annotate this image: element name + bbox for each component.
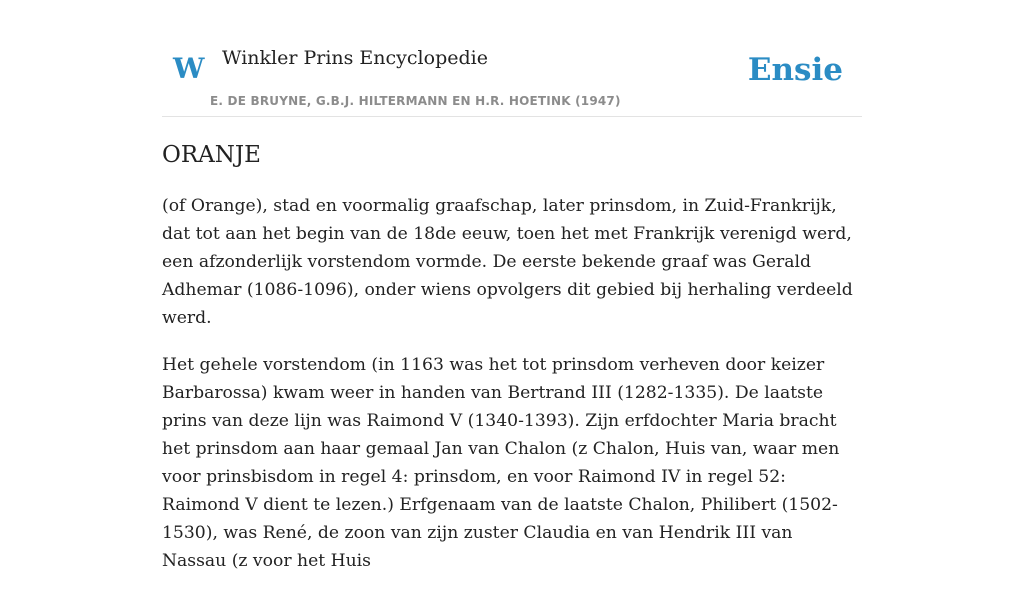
site-authors: E. DE BRUYNE, G.B.J. HILTERMANN EN H.R. HOETINK (1947): [210, 94, 621, 108]
entry-paragraph: Het gehele vorstendom (in 1163 was het tot prinsdom verheven door keizer Barbarossa) kwam weer in handen van Bertrand III (1282-1335). De laatste prins van deze lijn was Raimond V (1340-1393). Zijn erfdochter Maria bracht het prinsdom aan haar gemaal Jan van Chalon (z Chalon, Huis van, waar men voor prinsbisdom in regel 4: prinsdom, en voor Raimond IV in regel 52: Raimond V dient te lezen.) Erfgenaam van de laatste Chalon, Philibert (1502-1530), was René, de zoon van zijn zuster Claudia en van Hendrik III van Nassau (z voor het Huis: [162, 355, 840, 571]
ensie-logo[interactable]: Ensie: [747, 52, 843, 88]
page: [162, 0, 862, 571]
entry-paragraph: (of Orange), stad en voormalig graafschap, later prinsdom, in Zuid-Frankrijk, dat tot aan het begin van de 18de eeuw, toen het met Frankrijk verenigd werd, een afzonderlijk vorstendom vormde. De eerste bekende graaf was Gerald Adhemar (1086-1096), onder wiens opvolgers dit gebied bij herhaling verdeeld werd.: [162, 196, 853, 328]
winkler-prins-logo[interactable]: W: [173, 52, 205, 85]
site-header: [162, 0, 862, 117]
entry-title: ORANJE: [162, 142, 261, 168]
site-title[interactable]: Winkler Prins Encyclopedie: [222, 47, 488, 69]
entry-content: [162, 192, 862, 594]
